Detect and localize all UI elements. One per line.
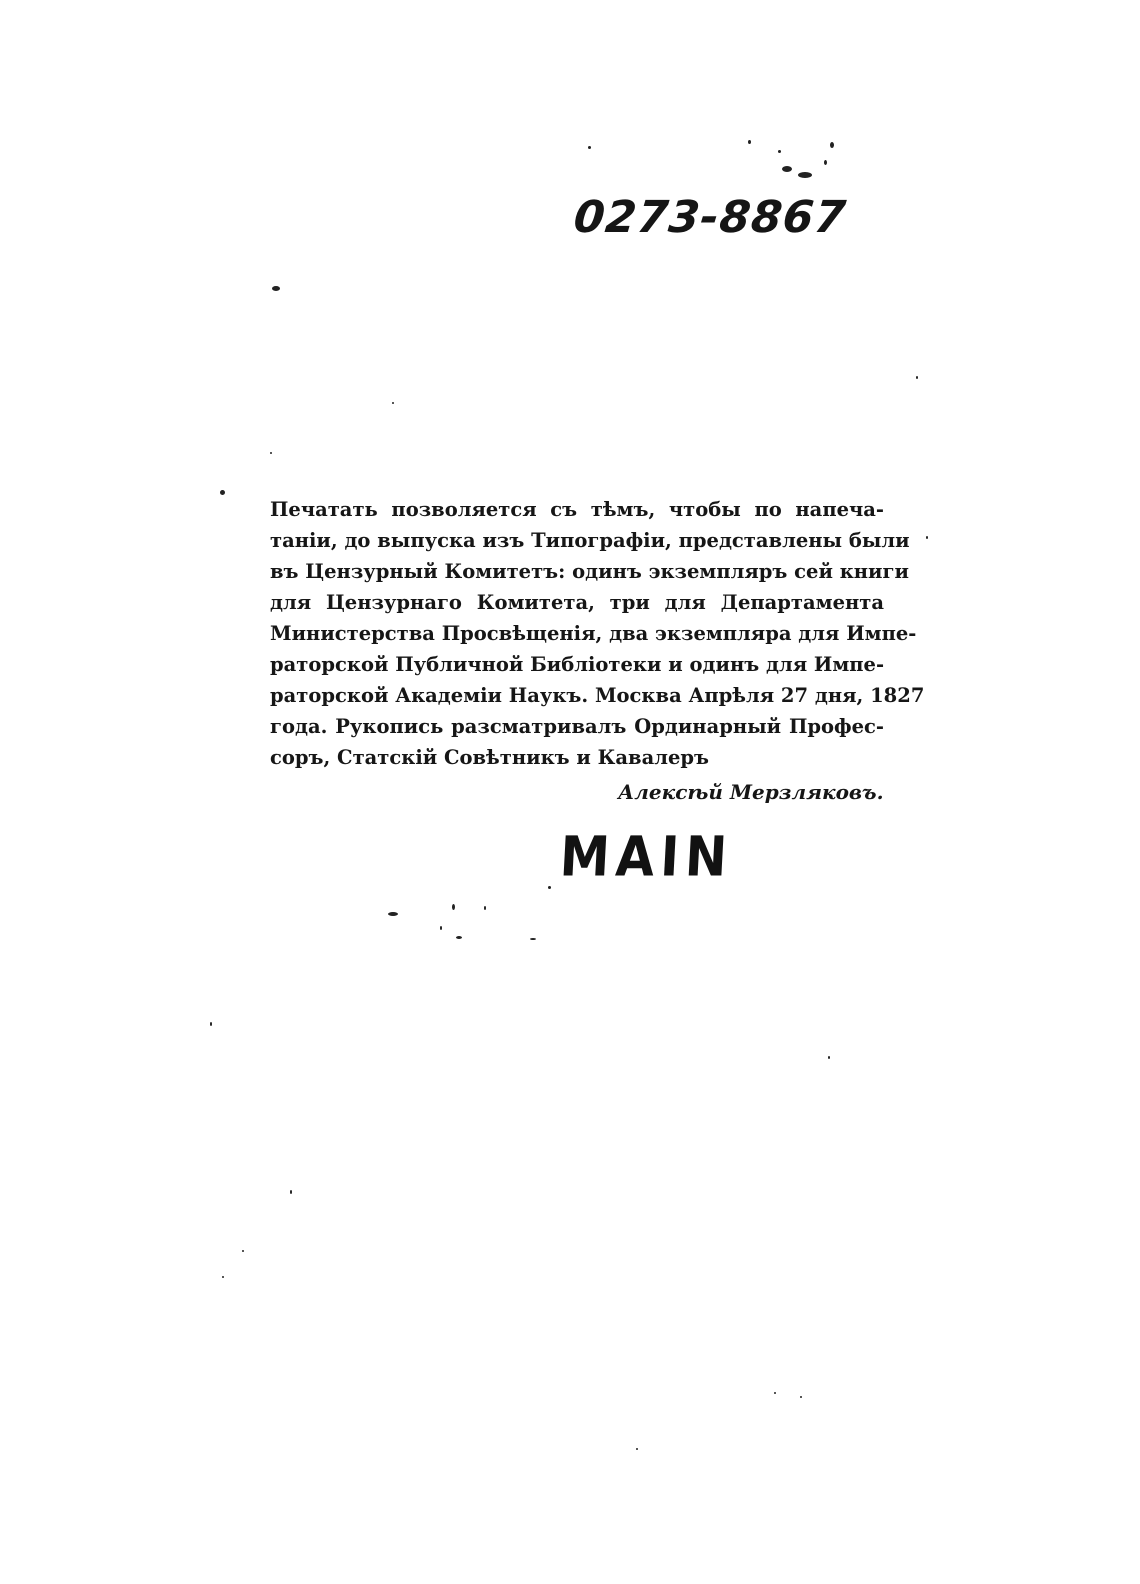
scan-speck: [290, 1190, 292, 1194]
scan-speck: [828, 1056, 830, 1059]
scan-speck: [220, 490, 225, 495]
scan-speck: [388, 912, 398, 916]
scan-speck: [210, 1022, 212, 1026]
scan-speck: [916, 376, 918, 379]
scan-speck: [456, 936, 462, 939]
scan-speck: [440, 926, 442, 930]
censor-signature: Алексѣй Мерзляковъ.: [618, 780, 884, 804]
censor-line: раторской Публичной Библіотеки и одинъ для Импе-: [270, 653, 885, 676]
scan-speck: [484, 906, 486, 910]
scan-speck: [222, 1276, 224, 1278]
scan-speck: [272, 286, 280, 291]
scan-speck: [800, 1396, 802, 1398]
censor-line: для Цензурнаго Комитета, три для Департамента: [270, 591, 884, 614]
handwritten-shelf-mark: 0273-8867: [571, 192, 849, 243]
scan-speck: [778, 150, 781, 153]
censor-line: раторской Академіи Наукъ. Москва Апрѣля 27 дня, 1827: [270, 684, 925, 707]
scan-speck: [392, 402, 394, 404]
scan-speck: [774, 1392, 776, 1394]
scan-speck: [798, 172, 812, 178]
scan-speck: [830, 142, 834, 148]
censor-permission-text: [270, 494, 925, 773]
scan-speck: [782, 166, 792, 172]
scan-speck: [588, 146, 591, 149]
scan-speck: [636, 1448, 638, 1450]
scan-speck: [242, 1250, 244, 1252]
censor-line: Печатать позволяется съ тѣмъ, чтобы по напеча-: [270, 498, 884, 521]
censor-line: таніи, до выпуска изъ Типографіи, представлены были: [270, 529, 910, 552]
scan-speck: [926, 536, 928, 539]
scan-speck: [824, 160, 827, 165]
censor-line: въ Цензурный Комитетъ: одинъ экземпляръ сей книги: [270, 560, 909, 583]
scan-speck: [548, 886, 551, 889]
censor-line: года. Рукопись разсматривалъ Ординарный Профес-: [270, 715, 884, 738]
scan-speck: [452, 904, 455, 910]
scan-speck: [270, 452, 272, 454]
library-stamp: MAIN: [558, 825, 735, 889]
censor-line: соръ, Статскій Совѣтникъ и Кавалеръ: [270, 746, 709, 769]
scan-speck: [530, 938, 536, 940]
scan-speck: [748, 140, 751, 144]
censor-line: Министерства Просвѣщенія, два экземпляра для Импе-: [270, 622, 917, 645]
